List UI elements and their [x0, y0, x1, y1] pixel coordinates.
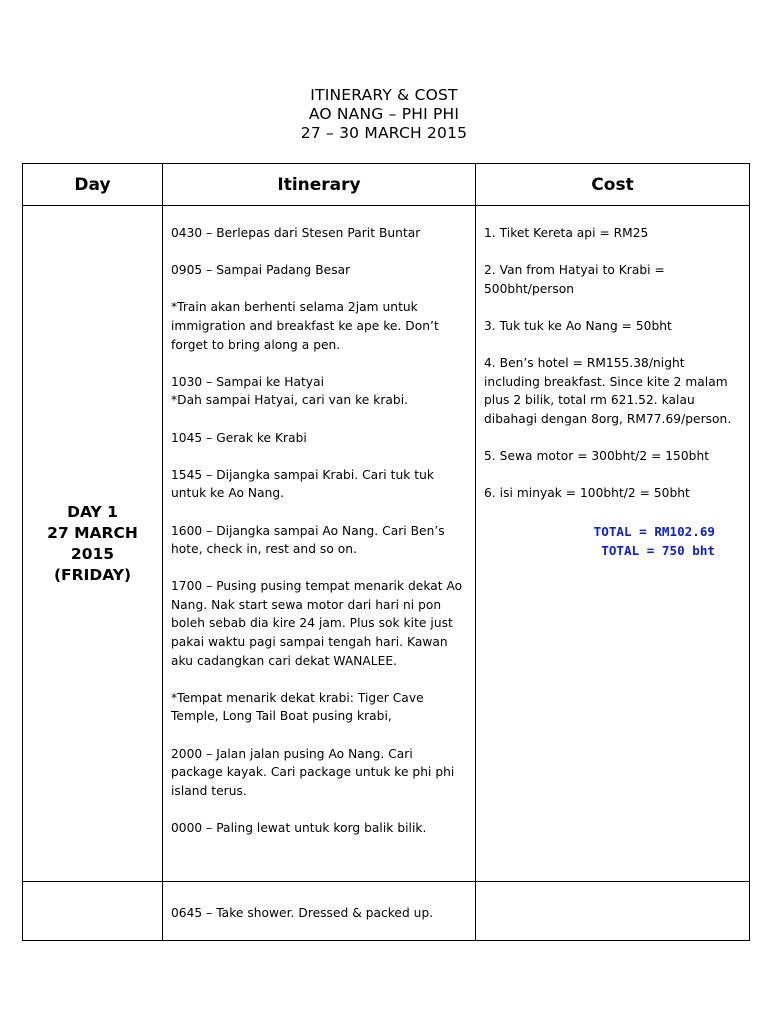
itinerary-note: *Tempat menarik dekat krabi: Tiger Cave Temple, Long Tail Boat pusing krabi,	[171, 690, 424, 724]
table-header-row	[23, 164, 750, 206]
itinerary-cell	[163, 882, 476, 941]
total-bht: TOTAL = 750 bht	[601, 542, 715, 558]
itinerary-item: 0645 – Take shower. Dressed & packed up.	[171, 906, 434, 920]
table-row	[23, 882, 750, 941]
itinerary-cell	[163, 206, 476, 882]
itinerary-note: *Dah sampai Hatyai, cari van ke krabi.	[171, 393, 409, 408]
cost-item: 6. isi minyak = 100bht/2 = 50bht	[484, 486, 690, 501]
itinerary-item: 1545 – Dijangka sampai Krabi. Cari tuk tuk untuk ke Ao Nang.	[171, 467, 434, 501]
cost-item: 4. Ben’s hotel = RM155.38/night including breakfast. Since kite 2 malam plus 2 bilik, total rm 621.52. kalau dibahagi dengan 8org, RM77.69/person.	[484, 356, 732, 426]
day-weekday: (FRIDAY)	[53, 565, 132, 584]
itinerary-item: 0430 – Berlepas dari Stesen Parit Buntar	[171, 226, 421, 240]
cost-item: 1. Tiket Kereta api = RM25	[484, 226, 649, 240]
title-line-3: 27 – 30 MARCH 2015	[300, 124, 468, 142]
itinerary-note: *Train akan berhenti selama 2jam untuk immigration and breakfast ke ape ke. Don’t forget to bring along a pen.	[171, 300, 439, 352]
day-date: 27 MARCH	[47, 523, 138, 542]
column-header-itinerary: Itinerary	[163, 164, 476, 206]
itinerary-item: 1045 – Gerak ke Krabi	[171, 430, 307, 445]
column-header-day: Day	[23, 164, 163, 206]
itinerary-item: 2000 – Jalan jalan pusing Ao Nang. Cari package kayak. Cari package untuk ke phi phi island terus.	[171, 746, 455, 798]
day-year: 2015	[70, 544, 115, 563]
day-cell	[23, 206, 163, 882]
table-row	[23, 206, 750, 882]
document-title	[0, 86, 768, 143]
cost-cell	[476, 882, 750, 941]
cost-item: 3. Tuk tuk ke Ao Nang = 50bht	[484, 318, 672, 333]
itinerary-item: 1700 – Pusing pusing tempat menarik dekat Ao Nang. Nak start sewa motor dari hari ni pon boleh sebab dia kire 24 jam. Plus sok kite just pakai waktu pagi sampai tengah hari. Kawan aku cadangkan cari dekat WANALEE.	[171, 579, 463, 668]
itinerary-item: 0000 – Paling lewat untuk korg balik bilik.	[171, 821, 427, 835]
cost-item: 2. Van from Hatyai to Krabi = 500bht/person	[484, 263, 665, 296]
itinerary-item: 0905 – Sampai Padang Besar	[171, 263, 351, 278]
total-rm: TOTAL = RM102.69	[593, 523, 715, 539]
itinerary-item: 1030 – Sampai ke Hatyai	[171, 374, 325, 389]
title-line-1: ITINERARY & COST	[310, 86, 458, 104]
itinerary-item: 1600 – Dijangka sampai Ao Nang. Cari Ben’s hote, check in, rest and so on.	[171, 523, 445, 557]
column-header-cost: Cost	[476, 164, 750, 206]
day-label: DAY 1	[67, 502, 118, 521]
day-cell	[23, 882, 163, 941]
cost-item: 5. Sewa motor = 300bht/2 = 150bht	[484, 449, 710, 464]
cost-cell	[476, 206, 750, 882]
itinerary-table	[22, 163, 750, 941]
title-line-2: AO NANG – PHI PHI	[308, 105, 460, 123]
